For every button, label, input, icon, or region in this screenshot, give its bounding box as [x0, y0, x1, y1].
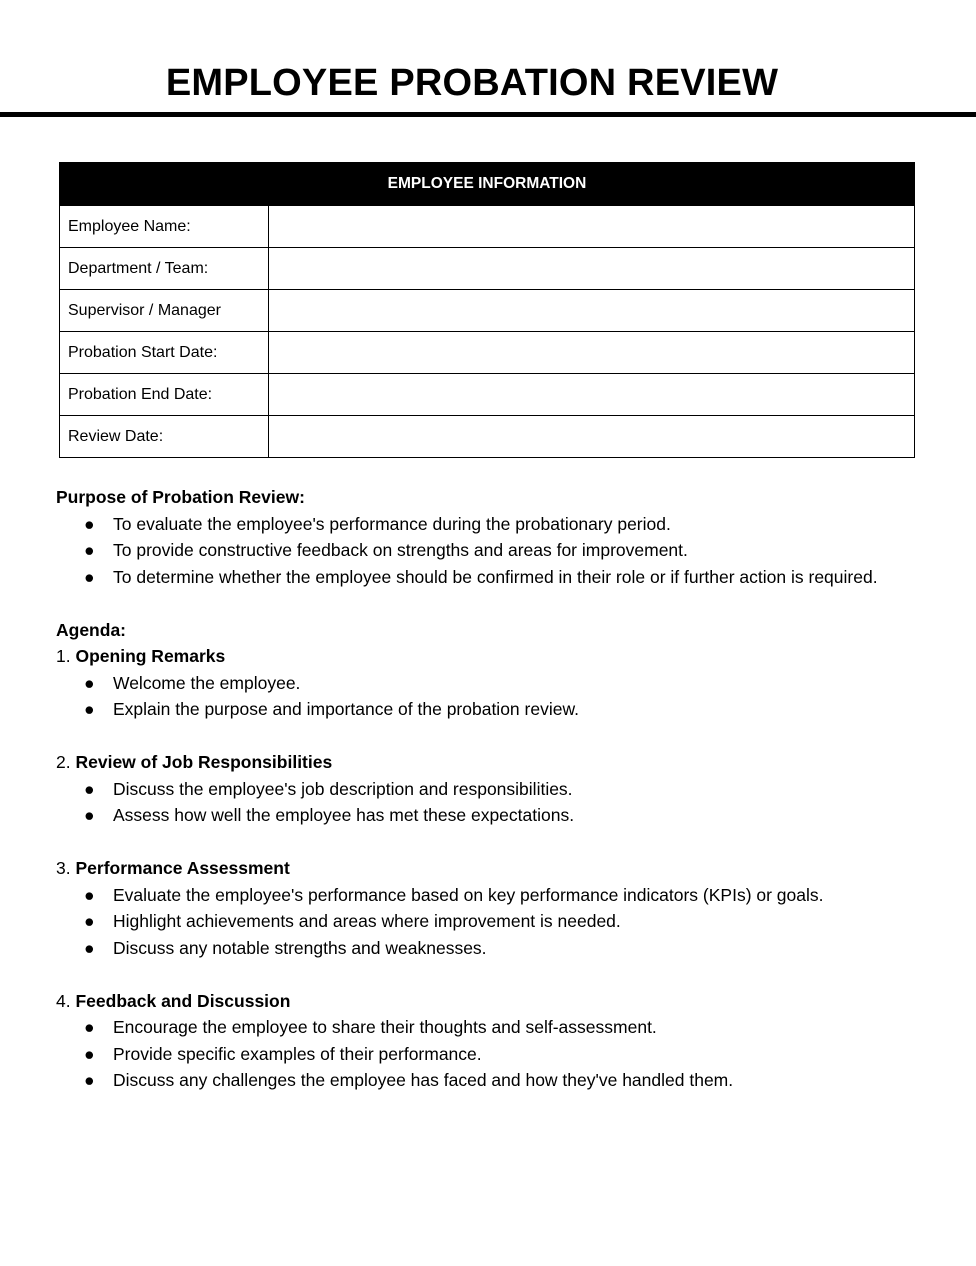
list-item-text: Evaluate the employee's performance based on key performance indicators (KPIs) or goals.: [113, 884, 824, 905]
agenda-section-list: [56, 670, 936, 723]
agenda-section-list: [56, 1014, 936, 1094]
section-number: 1.: [56, 646, 71, 666]
agenda-section-heading: [56, 855, 936, 882]
bullet-icon: ●: [84, 1043, 95, 1064]
list-item: [84, 564, 936, 591]
list-item: [84, 511, 936, 538]
employee-info-table: [59, 162, 915, 458]
bullet-icon: ●: [84, 540, 95, 560]
table-row: [60, 332, 915, 374]
list-item: [84, 935, 936, 962]
bullet-icon: ●: [84, 911, 95, 931]
title-divider: [0, 112, 976, 117]
section-title: Feedback and Discussion: [75, 990, 291, 1011]
bullet-icon: ●: [84, 566, 95, 587]
section-title: Opening Remarks: [75, 646, 226, 666]
list-item-text: Encourage the employee to share their thoughts and self-assessment.: [113, 1017, 657, 1037]
section-title: Review of Job Responsibilities: [75, 752, 333, 772]
list-item-text: To determine whether the employee should be confirmed in their role or if further action is required.: [113, 566, 878, 587]
list-item-text: Assess how well the employee has met these expectations.: [113, 805, 575, 825]
probation-end-label: Probation End Date:: [60, 374, 269, 416]
list-item-text: Discuss the employee's job description and responsibilities.: [113, 778, 573, 799]
list-item-text: Welcome the employee.: [113, 672, 301, 693]
section-number: 3.: [56, 858, 71, 878]
agenda-heading: Agenda:: [56, 619, 126, 640]
agenda-section-heading: [56, 988, 936, 1015]
review-date-label: Review Date:: [60, 416, 269, 458]
employee-name-label: Employee Name:: [60, 206, 269, 248]
document-body: [56, 484, 936, 1094]
supervisor-field[interactable]: [269, 290, 915, 332]
department-field[interactable]: [269, 248, 915, 290]
purpose-heading: Purpose of Probation Review:: [56, 487, 305, 507]
list-item: [84, 882, 936, 909]
table-row: [60, 206, 915, 248]
bullet-icon: ●: [84, 513, 95, 534]
agenda-section-heading: [56, 643, 936, 670]
employee-name-field[interactable]: [269, 206, 915, 248]
list-item: [84, 670, 936, 697]
table-row: [60, 374, 915, 416]
agenda-section-heading: [56, 749, 936, 776]
probation-start-label: Probation Start Date:: [60, 332, 269, 374]
list-item-text: Highlight achievements and areas where improvement is needed.: [113, 911, 621, 931]
list-item: [84, 908, 936, 935]
list-item-text: Discuss any challenges the employee has faced and how they've handled them.: [113, 1070, 734, 1090]
agenda-section-list: [56, 776, 936, 829]
table-row: [60, 248, 915, 290]
list-item-text: To evaluate the employee's performance during the probationary period.: [113, 513, 671, 534]
list-item: [84, 1014, 936, 1041]
employee-info-header: EMPLOYEE INFORMATION: [60, 163, 915, 206]
list-item: [84, 776, 936, 803]
section-number: 4.: [56, 990, 71, 1011]
list-item-text: Explain the purpose and importance of the probation review.: [113, 699, 579, 719]
supervisor-label: Supervisor / Manager: [60, 290, 269, 332]
bullet-icon: ●: [84, 884, 95, 905]
page-title: EMPLOYEE PROBATION REVIEW: [165, 62, 779, 104]
list-item: [84, 696, 936, 723]
list-item: [84, 537, 936, 564]
list-item: [84, 802, 936, 829]
purpose-list: [56, 511, 936, 591]
bullet-icon: ●: [84, 937, 95, 958]
section-number: 2.: [56, 752, 71, 772]
agenda-section-list: [56, 882, 936, 962]
table-row: [60, 290, 915, 332]
section-title: Performance Assessment: [75, 858, 290, 878]
list-item: [84, 1067, 936, 1094]
bullet-icon: ●: [84, 805, 95, 825]
list-item-text: Provide specific examples of their performance.: [113, 1043, 482, 1064]
bullet-icon: ●: [84, 699, 95, 719]
bullet-icon: ●: [84, 672, 95, 693]
department-label: Department / Team:: [60, 248, 269, 290]
bullet-icon: ●: [84, 1017, 95, 1037]
bullet-icon: ●: [84, 778, 95, 799]
review-date-field[interactable]: [269, 416, 915, 458]
table-row: [60, 416, 915, 458]
list-item-text: Discuss any notable strengths and weaknesses.: [113, 937, 487, 958]
probation-start-field[interactable]: [269, 332, 915, 374]
bullet-icon: ●: [84, 1070, 95, 1090]
list-item: [84, 1041, 936, 1068]
probation-end-field[interactable]: [269, 374, 915, 416]
list-item-text: To provide constructive feedback on strengths and areas for improvement.: [113, 540, 688, 560]
